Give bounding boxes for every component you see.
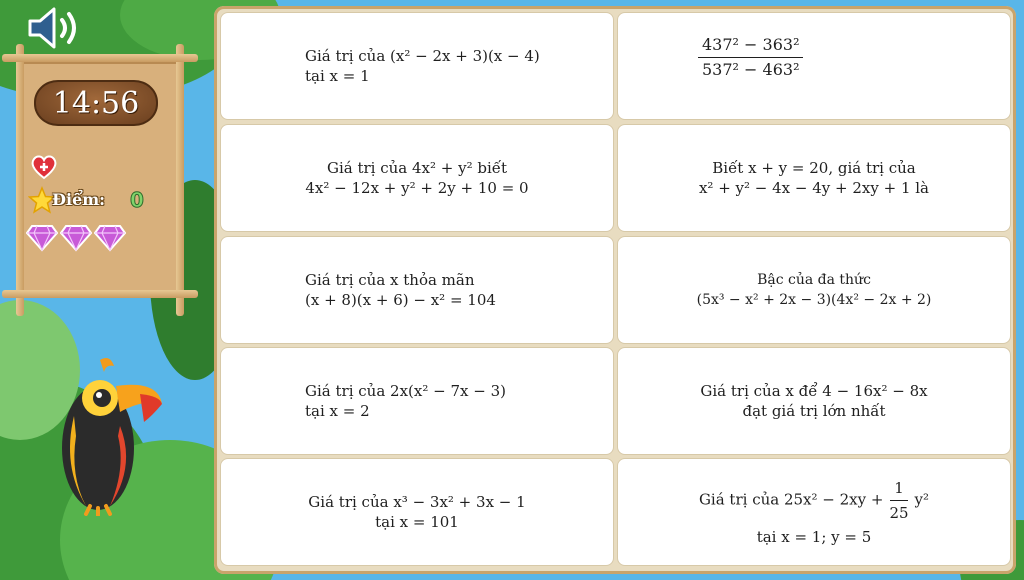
fraction-denominator: 537² − 463² [702,60,800,79]
card-text: y² [914,490,930,508]
card-line: Giá trị của 2x(x² − 7x − 3) [305,382,506,400]
bamboo-pole [16,44,24,316]
fraction [885,478,912,523]
gem-icon [94,222,126,252]
gem-icon [60,222,92,252]
card-line: Giá trị của x để 4 − 16x² − 8x [700,382,928,400]
card-line [699,478,929,523]
countdown-timer: 14:56 [34,80,158,126]
gem-icon [26,222,58,252]
card-line: tại x = 1 [305,67,370,85]
score-value: 0 [130,188,144,212]
answer-card[interactable] [617,236,1011,344]
card-line: tại x = 101 [375,513,459,531]
fraction-numerator: 1 [890,478,908,501]
card-text: Giá trị của 25x² − 2xy + [698,490,884,508]
score-label: Điểm: [52,190,106,209]
answer-card[interactable] [220,458,614,566]
card-line: Giá trị của x thỏa mãn [305,271,475,289]
answer-card[interactable] [617,12,1011,120]
card-line: (x + 8)(x + 6) − x² = 104 [305,291,496,309]
answer-card[interactable] [617,458,1011,566]
speaker-icon[interactable] [26,6,84,50]
card-line: đạt giá trị lớn nhất [742,402,886,420]
answer-card[interactable] [220,124,614,232]
fraction-numerator: 437² − 363² [698,35,803,58]
fraction [698,35,803,80]
lives-gems [26,222,126,252]
card-line: Biết x + y = 20, giá trị của [712,159,916,177]
card-line: Giá trị của x³ − 3x² + 3x − 1 [308,493,526,511]
card-line: tại x = 1; y = 5 [756,527,872,546]
card-line: tại x = 2 [305,402,370,420]
card-line: Bậc của đa thức [757,272,871,288]
score-row [28,186,188,216]
bamboo-pole [176,44,184,316]
toucan-mascot [40,356,170,516]
card-line: x² + y² − 4x − 4y + 2xy + 1 là [698,179,930,197]
fraction-denominator: 25 [889,503,909,522]
card-line: 4x² − 12x + y² + 2y + 10 = 0 [305,179,529,197]
answer-card[interactable] [617,124,1011,232]
bamboo-pole [2,54,198,62]
bamboo-pole [2,290,198,298]
card-line: Giá trị của (x² − 2x + 3)(x − 4) [305,47,540,65]
heart-icon [30,154,58,180]
answer-card[interactable] [617,347,1011,455]
answer-card[interactable] [220,347,614,455]
card-line: (5x³ − x² + 2x − 3)(4x² − 2x + 2) [696,292,932,308]
card-line: Giá trị của 4x² + y² biết [326,159,508,177]
answer-card[interactable] [220,12,614,120]
answer-card[interactable] [220,236,614,344]
